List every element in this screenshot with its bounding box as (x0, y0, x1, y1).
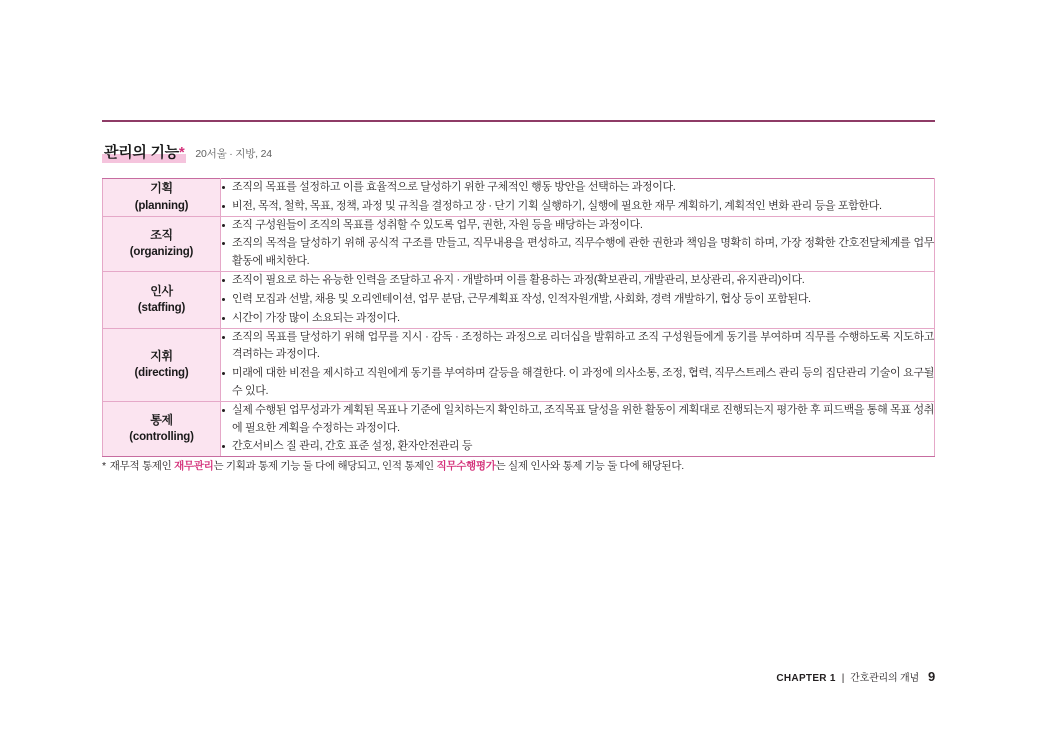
row-label-cell (103, 272, 221, 328)
row-body-cell (221, 179, 935, 217)
footnote-highlight-1: 재무관리 (174, 460, 214, 472)
list-item: 간호서비스 질 관리, 간호 표준 설정, 환자안전관리 등 (221, 438, 934, 456)
row-body-cell (221, 401, 935, 456)
row-body-cell (221, 328, 935, 401)
footnote-highlight-2: 직무수행평가 (436, 460, 496, 472)
row-label-ko: 조직 (150, 227, 173, 242)
row-body-cell (221, 216, 935, 271)
row-label-en: (directing) (134, 366, 189, 379)
list-item: 시간이 가장 많이 소요되는 과정이다. (221, 310, 934, 328)
list-item: 비전, 목적, 철학, 목표, 정책, 과정 및 규칙을 결정하고 장 · 단기 기획 실행하기, 실행에 필요한 재무 계획하기, 계획적인 변화 관리 등을 포함한다. (221, 198, 934, 216)
table-row (103, 328, 935, 401)
row-label-ko: 인사 (150, 283, 173, 298)
row-label-ko: 지휘 (150, 348, 173, 363)
table-row (103, 179, 935, 217)
page-title (102, 144, 186, 163)
heading-exam-tags: 20서울 · 지방, 24 (195, 148, 272, 160)
list-item: 미래에 대한 비전을 제시하고 직원에게 동기를 부여하며 갈등을 해결한다. 이 과정에 의사소통, 조정, 협력, 직무스트레스 관리 등의 집단관리 기술이 요구될 수 있다. (221, 365, 934, 401)
page-number: 9 (927, 669, 935, 684)
list-item: 조직의 목표를 달성하기 위해 업무를 지시 · 감독 · 조정하는 과정으로 리더십을 발휘하고 조직 구성원들에게 동기를 부여하며 직무를 수행하도록 지도하고 격려하는 과정이다. (221, 329, 934, 365)
row-label-ko: 통제 (150, 412, 173, 427)
heading-title-text: 관리의 기능 (104, 144, 179, 161)
footer-separator: | (841, 673, 845, 684)
footnote-part2: 는 기획과 통제 기능 둘 다에 해당되고, 인적 통제인 (213, 460, 437, 472)
footnote-part1: 재무적 통제인 (109, 460, 175, 472)
footnote-part3: 는 실제 인사와 통제 기능 둘 다에 해당된다. (495, 460, 684, 472)
row-label-cell (103, 216, 221, 271)
row-label-en: (planning) (134, 199, 189, 212)
list-item: 조직의 목적을 달성하기 위해 공식적 구조를 만들고, 직무내용을 편성하고, 직무수행에 관한 권한과 책임을 명확히 하며, 가장 정확한 간호전달체계를 업무 활동에 배치한다. (221, 235, 934, 271)
footer-chapter: CHAPTER 1 (776, 673, 836, 684)
row-label-ko: 기획 (150, 181, 173, 196)
section-heading (102, 144, 272, 163)
list-item: 실제 수행된 업무성과가 계획된 목표나 기준에 일치하는지 확인하고, 조직목표 달성을 위한 활동이 계획대로 진행되는지 평가한 후 피드백을 통해 목표 성취에 필요한 계획을 수정하는 과정이다. (221, 402, 934, 438)
bullet-list (221, 402, 934, 456)
list-item: 조직 구성원들이 조직의 목표를 성취할 수 있도록 업무, 권한, 자원 등을 배당하는 과정이다. (221, 217, 934, 235)
bullet-list (221, 329, 934, 401)
heading-asterisk: * (178, 144, 185, 161)
bullet-list (221, 179, 934, 216)
footnote-asterisk: * (102, 460, 106, 472)
table-row (103, 272, 935, 328)
table-row (103, 216, 935, 271)
footer-chapter-title: 간호관리의 개념 (850, 673, 919, 684)
list-item: 조직의 목표를 설정하고 이를 효율적으로 달성하기 위한 구체적인 행동 방안을 선택하는 과정이다. (221, 179, 934, 197)
header-rule (102, 120, 935, 122)
row-label-cell (103, 179, 221, 217)
page-footer (776, 669, 935, 684)
row-label-cell (103, 328, 221, 401)
list-item: 조직이 필요로 하는 유능한 인력을 조달하고 유지 · 개발하며 이를 활용하는 과정(확보관리, 개발관리, 보상관리, 유지관리)이다. (221, 272, 934, 290)
row-label-en: (staffing) (137, 302, 186, 315)
bullet-list (221, 272, 934, 327)
management-functions-table (102, 178, 935, 457)
footnote (102, 459, 952, 475)
row-label-en: (organizing) (129, 246, 194, 259)
bullet-list (221, 217, 934, 271)
row-body-cell (221, 272, 935, 328)
row-label-en: (controlling) (129, 431, 194, 444)
list-item: 인력 모집과 선발, 채용 및 오리엔테이션, 업무 분담, 근무계획표 작성, 인적자원개발, 사회화, 경력 개발하기, 협상 등이 포함된다. (221, 291, 934, 309)
row-label-cell (103, 401, 221, 456)
table-row (103, 401, 935, 456)
